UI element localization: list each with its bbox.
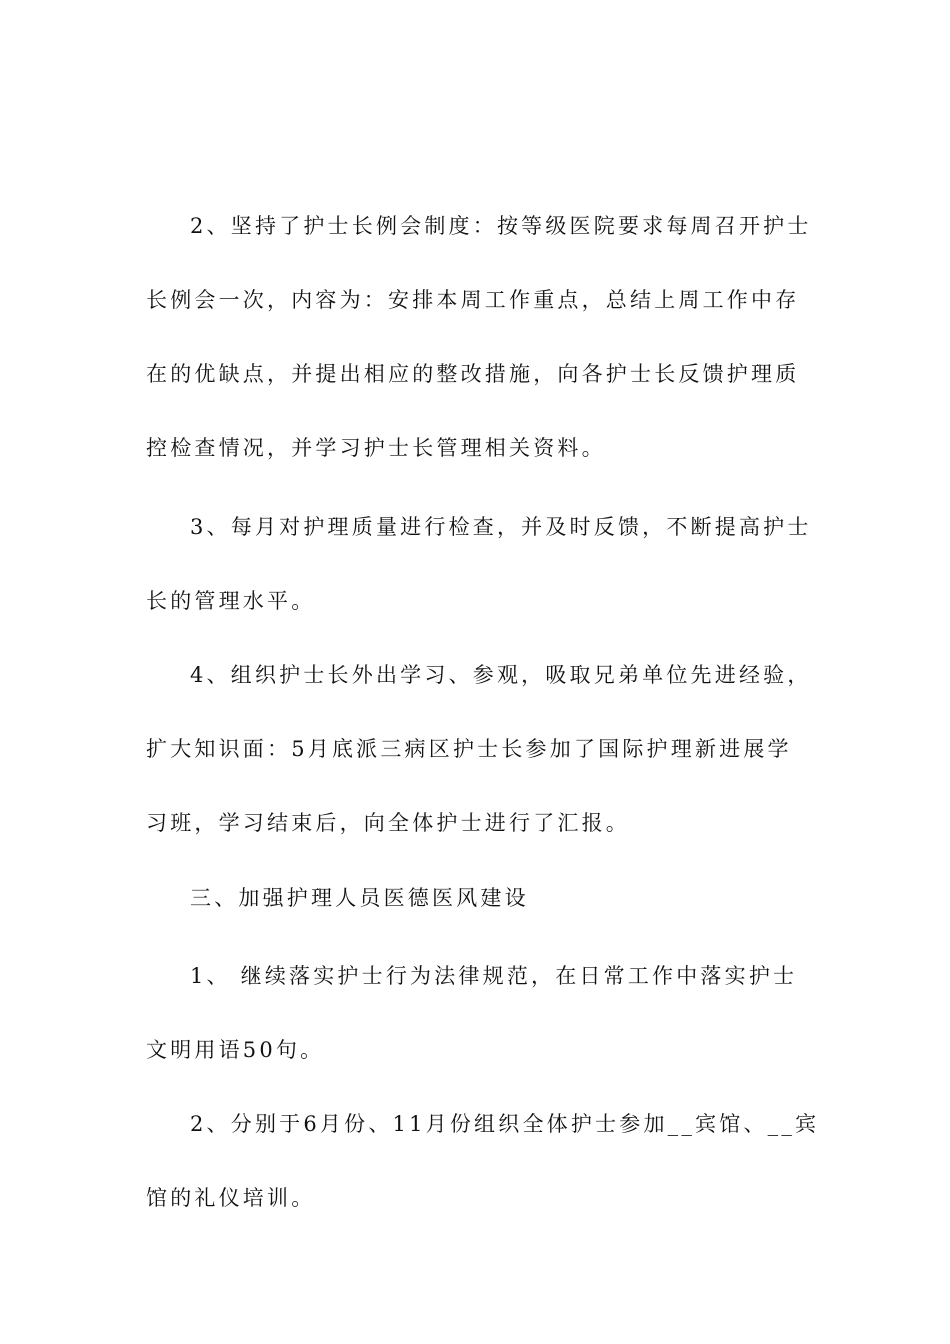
paragraph-line: 扩大知识面：5月底派三病区护士长参加了国际护理新进展学 (146, 737, 792, 761)
paragraph-line: 长的管理水平。 (146, 589, 316, 613)
paragraph-line: 2、分别于6月份、11月份组织全体护士参加__宾馆、__宾 (190, 1112, 820, 1136)
paragraph-line: 1、 继续落实护士行为法律规范，在日常工作中落实护士 (190, 964, 798, 988)
paragraph-line: 3、每月对护理质量进行检查，并及时反馈，不断提高护士 (190, 515, 812, 539)
paragraph-line: 长例会一次，内容为：安排本周工作重点，总结上周工作中存 (146, 288, 800, 312)
section-heading: 三、加强护理人员医德医风建设 (190, 886, 529, 910)
paragraph-line: 控检查情况，并学习护士长管理相关资料。 (146, 436, 606, 460)
paragraph-line: 4、组织护士长外出学习、参观，吸取兄弟单位先进经验， (190, 663, 812, 687)
paragraph-line: 馆的礼仪培训。 (146, 1186, 316, 1210)
paragraph-line: 习班，学习结束后，向全体护士进行了汇报。 (146, 811, 630, 835)
paragraph-line: 2、坚持了护士长例会制度：按等级医院要求每周召开护士 (190, 214, 812, 238)
paragraph-line: 文明用语50句。 (146, 1038, 325, 1062)
paragraph-line: 在的优缺点，并提出相应的整改措施，向各护士长反馈护理质 (146, 362, 800, 386)
